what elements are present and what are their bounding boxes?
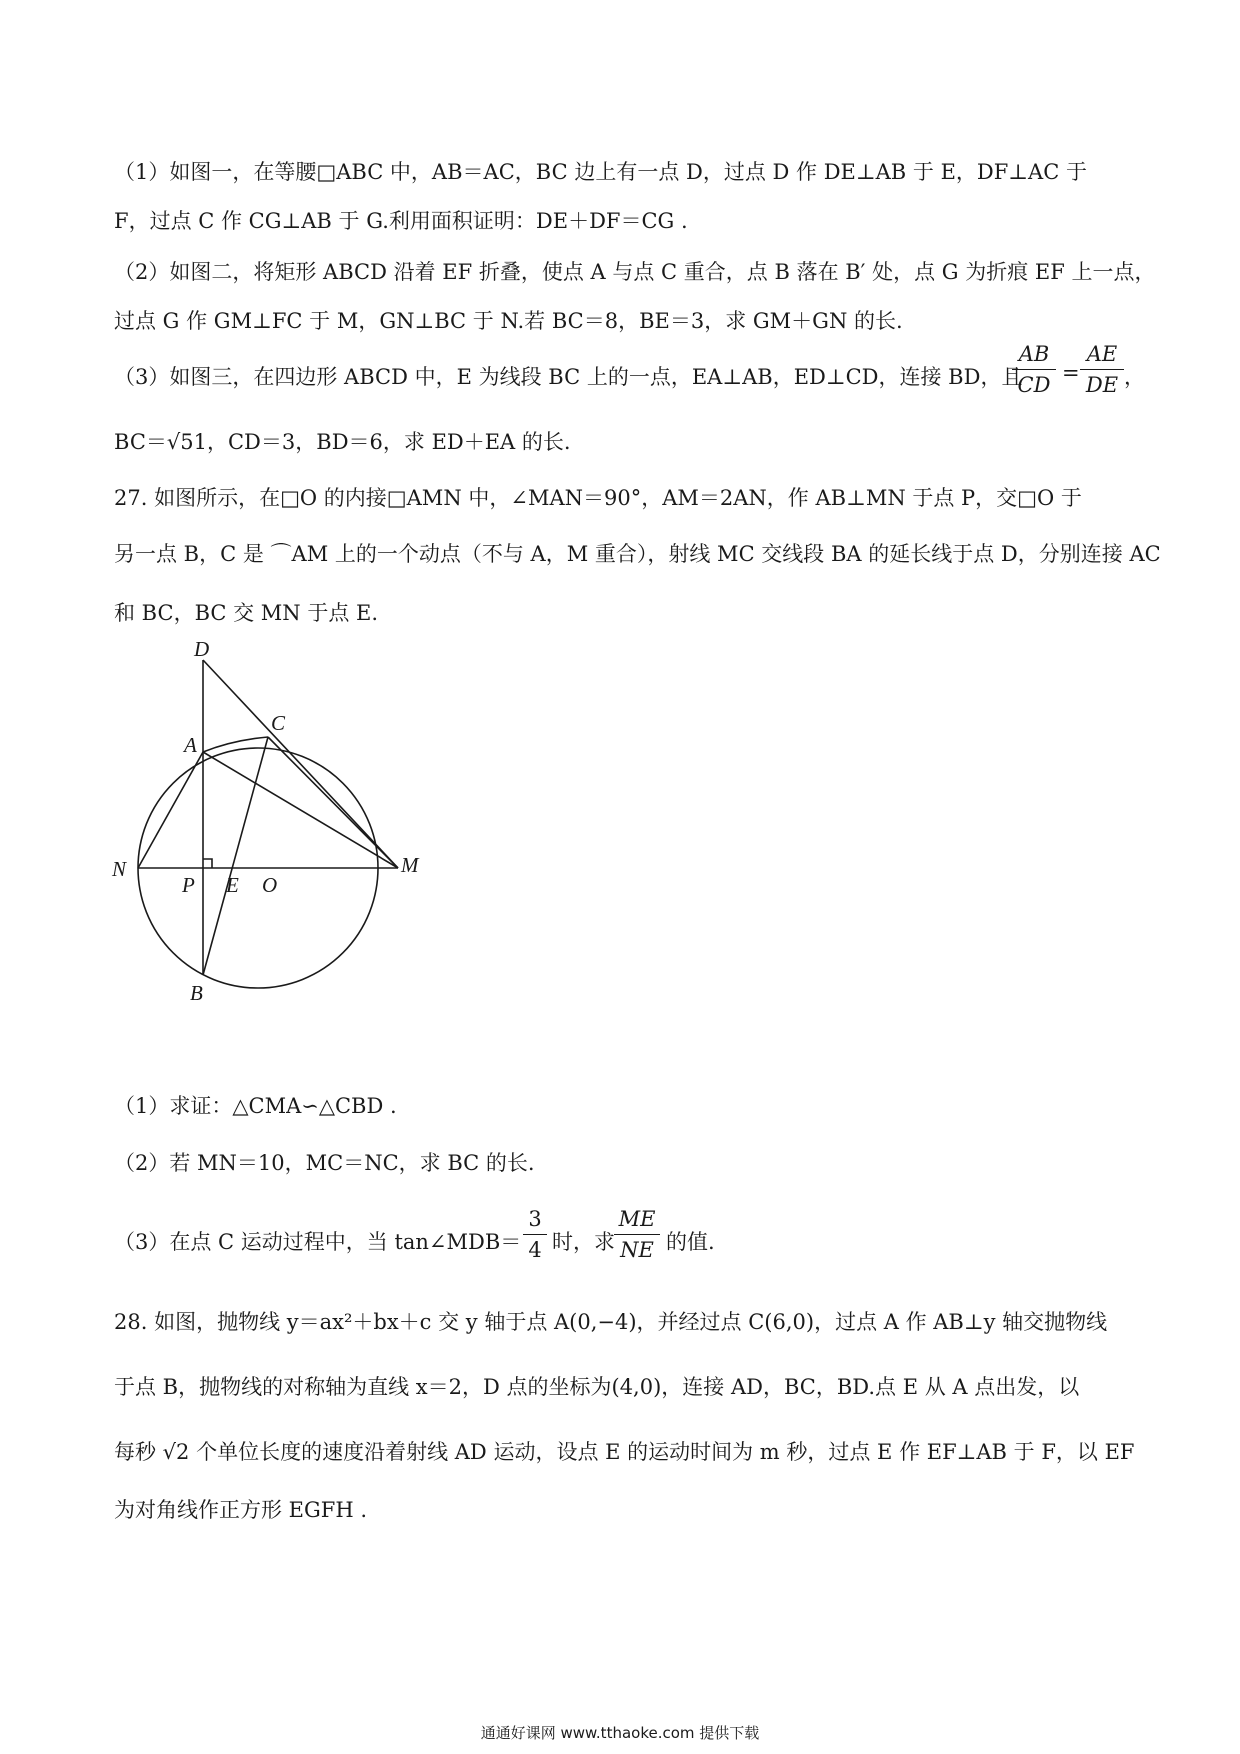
segment-an <box>138 752 203 868</box>
q26-part1-line2: F，过点 C 作 CG⊥AB 于 G.利用面积证明：DE＋DF＝CG . <box>114 209 688 233</box>
label-c: C <box>271 711 286 735</box>
q27-line2: 另一点 B，C 是 ⌒AM 上的一个动点（不与 A，M 重合），射线 MC 交线段 BA 的延长线于点 D，分别连接 AC <box>114 542 1161 566</box>
fraction-denominator: CD <box>1017 373 1051 397</box>
fraction-numerator: AB <box>1018 342 1050 366</box>
fraction-numerator: 3 <box>528 1207 542 1231</box>
segment-cb <box>203 737 268 975</box>
q26-part3-line2: BC＝√51，CD＝3，BD＝6，求 ED＋EA 的长. <box>114 430 571 454</box>
q27-sub3-part-c: 的值. <box>666 1230 715 1254</box>
fraction-bar <box>1080 369 1124 370</box>
q27-line3: 和 BC，BC 交 MN 于点 E. <box>114 601 379 625</box>
q27-line1: 27. 如图所示，在□O 的内接□AMN 中，∠MAN＝90°，AM＝2AN，作 AB⊥MN 于点 P，交□O 于 <box>114 486 1082 510</box>
fraction-bar <box>614 1234 660 1235</box>
fraction-bar <box>1012 369 1056 370</box>
right-angle-mark <box>203 859 212 868</box>
q26-part2-line2: 过点 G 作 GM⊥FC 于 M，GN⊥BC 于 N.若 BC＝8，BE＝3，求 GM＋GN 的长. <box>114 309 903 333</box>
q27-sub3-part-b: 时，求 <box>552 1230 615 1254</box>
fraction-denominator: NE <box>620 1238 654 1262</box>
q27-geometry-figure <box>108 640 438 1012</box>
segment-dm <box>203 660 398 868</box>
q27-fraction-3-4 <box>523 1207 547 1262</box>
q27-sub3-part-a: （3）在点 C 运动过程中，当 tan∠MDB＝ <box>114 1230 522 1254</box>
label-e: E <box>226 873 239 897</box>
q26-equals: = <box>1062 361 1080 385</box>
label-p: P <box>182 873 195 897</box>
label-o: O <box>262 873 278 897</box>
fraction-bar <box>523 1234 547 1235</box>
q27-sub2: （2）若 MN＝10，MC＝NC，求 BC 的长. <box>114 1151 535 1175</box>
q28-line1: 28. 如图，抛物线 y＝ax²＋bx＋c 交 y 轴于点 A(0,−4)，并经过点 C(6,0)，过点 A 作 AB⊥y 轴交抛物线 <box>114 1310 1108 1334</box>
label-n: N <box>112 857 127 881</box>
label-m: M <box>401 853 419 877</box>
q26-fraction-ae-de <box>1080 342 1124 397</box>
q27-fraction-me-ne <box>614 1207 660 1262</box>
label-a: A <box>184 733 197 757</box>
fraction-denominator: DE <box>1085 373 1119 397</box>
q26-part1-line1: （1）如图一，在等腰□ABC 中，AB＝AC，BC 边上有一点 D，过点 D 作 DE⊥AB 于 E，DF⊥AC 于 <box>114 160 1087 184</box>
fraction-numerator: ME <box>618 1207 656 1231</box>
label-b: B <box>190 981 203 1005</box>
q28-line4: 为对角线作正方形 EGFH . <box>114 1498 368 1522</box>
q28-line2: 于点 B，抛物线的对称轴为直线 x＝2，D 点的坐标为(4,0)，连接 AD，BC，BD.点 E 从 A 点出发，以 <box>114 1375 1080 1399</box>
page-footer: 通通好课网 www.tthaoke.com 提供下载 <box>480 1724 760 1742</box>
q26-comma: ， <box>1124 365 1145 389</box>
q28-line3: 每秒 √2 个单位长度的速度沿着射线 AD 运动，设点 E 的运动时间为 m 秒，过点 E 作 EF⊥AB 于 F，以 EF <box>114 1440 1135 1464</box>
label-d: D <box>194 640 210 661</box>
q26-part3-line1: （3）如图三，在四边形 ABCD 中，E 为线段 BC 上的一点，EA⊥AB，ED⊥CD，连接 BD，且 <box>114 365 1023 389</box>
q26-fraction-ab-cd <box>1012 342 1056 397</box>
q27-sub1: （1）求证：△CMA∽△CBD . <box>114 1094 397 1118</box>
q26-part2-line1: （2）如图二，将矩形 ABCD 沿着 EF 折叠，使点 A 与点 C 重合，点 B 落在 B′ 处，点 G 为折痕 EF 上一点， <box>114 260 1156 284</box>
fraction-denominator: 4 <box>528 1238 542 1262</box>
fraction-numerator: AE <box>1086 342 1118 366</box>
